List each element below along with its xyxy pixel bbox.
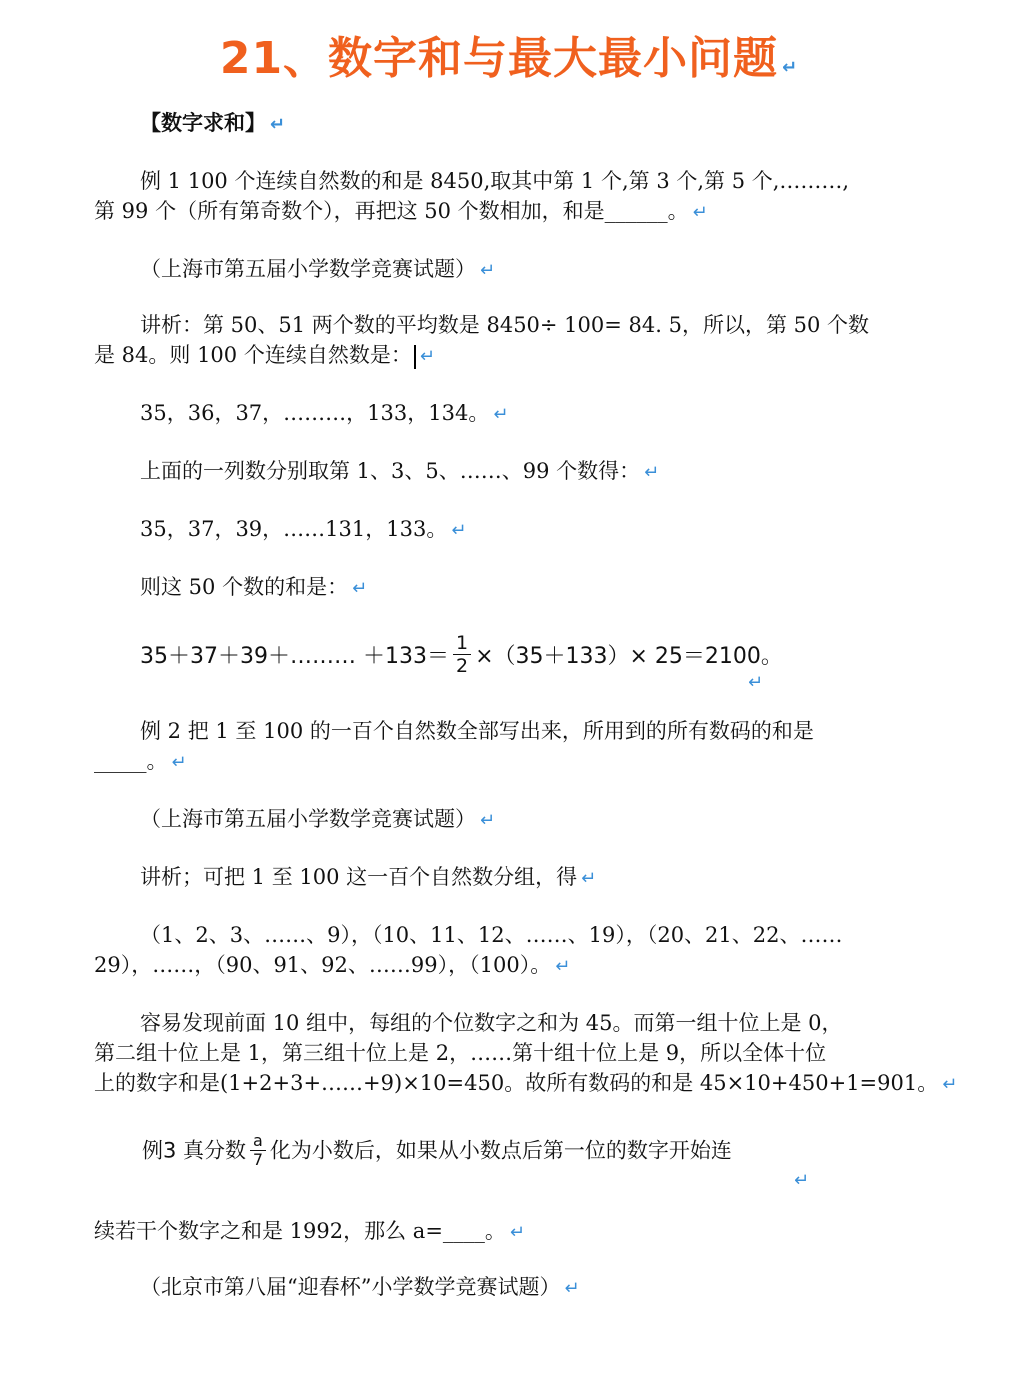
example1-sequence1: 35，36，37，………，133，134。 ↵ [140,401,509,425]
example1-line1: 例 1 100 个连续自然数的和是 8450,取其中第 1 个,第 3 个,第 5 个,………, [140,169,850,193]
formula-return-mark: ↵ [748,672,764,693]
example1-text2: 则这 50 个数的和是： ↵ [140,575,368,599]
example1-analysis-line1: 讲析：第 50、51 两个数的平均数是 8450÷ 100= 84. 5，所以，第 50 个数 [140,313,870,337]
text-cursor [414,345,416,369]
example2-groups-line1: （1、2、3、……、9），（10、11、12、……、19），（20、21、22、…… [140,923,843,947]
example3-line1: 例3 真分数 $\frac{a}{7}$ 化为小数后，如果从小数点后第一位的数字开始连 [142,1131,732,1169]
example1-sequence2: 35，37，39，……131，133。 ↵ [140,517,467,541]
example1-analysis-line2: 是 84。则 100 个连续自然数是： ↵ [94,343,435,367]
example2-conclusion-line3: 上的数字和是(1+2+3+……+9)×10=450。故所有数码的和是 45×10+450+1=901。 ↵ [94,1071,958,1095]
example2-analysis: 讲析；可把 1 至 100 这一百个自然数分组，得 ↵ [140,865,597,889]
example2-line2: _____。 ↵ [94,749,187,773]
sum-formula: 35＋37＋39＋……… ＋133＝ $\frac{1}{2}$ ×（35＋133）× 25＝2100。 [140,632,783,677]
example1-source: （上海市第五届小学数学竞赛试题） ↵ [140,257,496,281]
example2-source: （上海市第五届小学数学竞赛试题） ↵ [140,807,496,831]
example2-conclusion-line2: 第二组十位上是 1，第三组十位上是 2，……第十组十位上是 9，所以全体十位 [94,1041,827,1065]
example2-line1: 例 2 把 1 至 100 的一百个自然数全部写出来，所用到的所有数码的和是 [140,719,814,743]
example2-conclusion-line1: 容易发现前面 10 组中，每组的个位数字之和为 45。而第一组十位上是 0， [140,1011,843,1035]
section-heading: 【数字求和】 ↵ [140,111,286,135]
example3-return-mark: ↵ [794,1170,810,1191]
example2-groups-line2: 29），……，（90、91、92、……99），（100）。 ↵ [94,953,571,977]
example3-line2: 续若干个数字之和是 1992，那么 a=____。 ↵ [94,1219,526,1243]
formula-fraction: $\frac{1}{2}$ [453,632,471,677]
example3-source: （北京市第八届“迎春杯”小学数学竞赛试题） ↵ [140,1275,580,1299]
example1-line2: 第 99 个（所有第奇数个），再把这 50 个数相加，和是______。 ↵ [94,199,708,223]
example1-text1: 上面的一列数分别取第 1、3、5、……、99 个数得： ↵ [140,459,660,483]
example3-fraction: $\frac{a}{7}$ [250,1132,266,1169]
page-title: 21、数字和与最大最小问题 ↵ [219,33,799,84]
